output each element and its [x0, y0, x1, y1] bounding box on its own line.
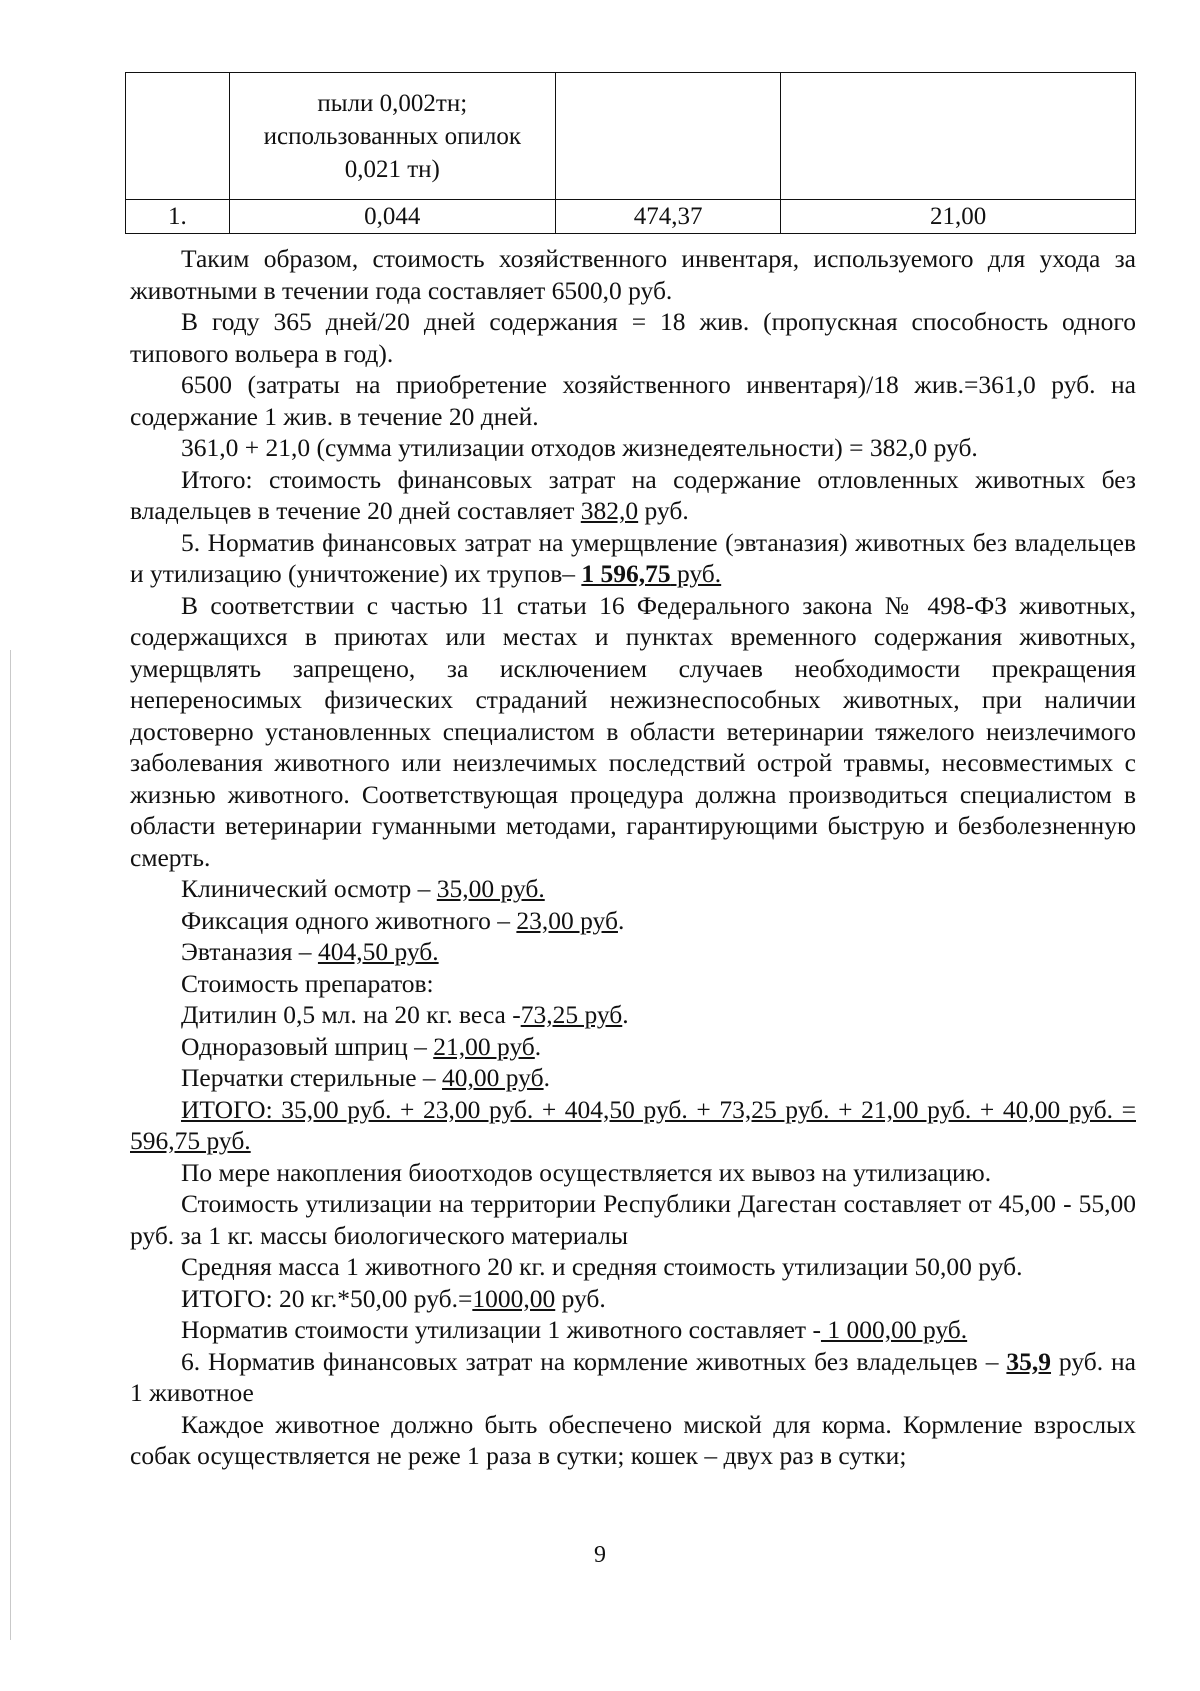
paragraph: 361,0 + 21,0 (сумма утилизации отходов жизнедеятельности) = 382,0 руб.: [181, 433, 978, 462]
section-heading: [130, 527, 1136, 590]
cost-line: [130, 999, 1136, 1031]
text-run: .: [617, 905, 625, 935]
paragraph: [130, 464, 1136, 527]
underlined-amount: 1 000,00 руб.: [820, 1315, 968, 1344]
paragraph: В соответствии с частью 11 статьи 16 Федерального закона № 498-ФЗ животных, содержащихся в приютах или местах и пунктах временного содержания животных, умерщвлять запрещено, за исключением случаев необходимости прекращения непереносимых физических страданий нежизнеспособных животных, при наличии достоверно установленных специалистом в области ветеринарии тяжелого неизлечимого заболевания животного или неизлечимых последствий острой травмы, несовместимых с жизнью животного. Соответствующая процедура должна производиться специалистом в области ветеринарии гуманными методами, гарантирующими быструю и безболезненную смерть.: [130, 590, 1136, 872]
text-run: Фиксация одного животного –: [181, 905, 517, 935]
text-run: .: [534, 1031, 542, 1061]
underlined-amount: 21,00 руб: [433, 1031, 535, 1061]
text-run: 5. Норматив финансовых затрат на умерщвление (эвтаназия) животных без владельцев и утилизацию (уничтожение) их трупов–: [130, 527, 1136, 588]
table-cell: [781, 73, 1136, 200]
cost-line: Стоимость препаратов:: [181, 968, 434, 998]
waste-line: 0,021 тн): [344, 155, 440, 183]
underlined-amount: 1000,00: [472, 1283, 556, 1313]
cost-line: [130, 1031, 1136, 1063]
table-cell-waste-description: [229, 73, 555, 200]
total-line: [130, 1283, 1136, 1315]
text-run: Перчатки стерильные –: [181, 1063, 443, 1092]
paragraph: Стоимость утилизации на территории Республики Дагестан составляет от 45,00 - 55,00 руб. за 1 кг. массы биологического материалы: [130, 1189, 1136, 1250]
paragraph: Каждое животное должно быть обеспечено миской для корма. Кормление взрослых собак осуществляется не реже 1 раза в сутки; кошек – двух раз в сутки;: [130, 1409, 1136, 1470]
cost-line: [130, 936, 1136, 968]
waste-line: использованных опилок: [263, 122, 521, 150]
underlined-amount: 40,00 руб: [442, 1063, 544, 1092]
table-row: [126, 200, 1136, 234]
scan-edge-line: [10, 650, 11, 1640]
underlined-amount: 404,50 руб.: [317, 937, 439, 966]
paragraph: В году 365 дней/20 дней содержания = 18 жив. (пропускная способность одного типового вольера в год).: [130, 307, 1136, 368]
page-number: 9: [594, 1542, 606, 1568]
paragraph: По мере накопления биоотходов осуществляется их вывоз на утилизацию.: [181, 1157, 992, 1187]
bold-underlined-amount: 1 596,75: [581, 559, 671, 588]
section-heading: [130, 1346, 1136, 1409]
norm-line: [130, 1314, 1136, 1346]
underlined-amount: 35,00 руб.: [436, 874, 545, 903]
table-cell-number: 1.: [126, 200, 230, 234]
paragraph: Средняя масса 1 животного 20 кг. и средняя стоимость утилизации 50,00 руб.: [181, 1252, 1023, 1281]
text-run: Клинический осмотр –: [181, 874, 437, 903]
paragraph: Таким образом, стоимость хозяйственного инвентаря, используемого для ухода за животными в течении года составляет 6500,0 руб.: [130, 244, 1136, 305]
text-run: 6. Норматив финансовых затрат на кормление животных без владельцев –: [181, 1346, 1007, 1376]
cost-line: [130, 873, 1136, 905]
cost-table: [125, 72, 1136, 234]
table-cell-rate: 474,37: [555, 200, 780, 234]
table-row: [126, 73, 1136, 200]
text-run: ИТОГО: 20 кг.*50,00 руб.=: [181, 1283, 473, 1313]
total-line: ИТОГО: 35,00 руб. + 23,00 руб. + 404,50 руб. + 73,25 руб. + 21,00 руб. + 40,00 руб. = 596,75 руб.: [130, 1094, 1136, 1155]
text-run: Эвтаназия –: [181, 937, 318, 966]
waste-line: пыли 0,002тн;: [317, 89, 468, 117]
text-run: руб.: [555, 1283, 606, 1313]
table-cell: [555, 73, 780, 200]
text-run: руб. на 1 животное: [130, 1346, 1136, 1407]
table-cell-sum: 21,00: [781, 200, 1136, 234]
text-run: .: [543, 1063, 550, 1092]
underlined-amount: 73,25 руб: [520, 1000, 623, 1029]
text-run: Итого: стоимость финансовых затрат на содержание отловленных животных без владельцев в течение 20 дней составляет: [130, 464, 1136, 525]
document-body: [130, 243, 1136, 1472]
paragraph: 6500 (затраты на приобретение хозяйственного инвентаря)/18 жив.=361,0 руб. на содержание 1 жив. в течение 20 дней.: [130, 370, 1136, 431]
cost-line: [130, 1062, 1136, 1094]
cost-line: [130, 905, 1136, 937]
table-cell-mass: 0,044: [229, 200, 555, 234]
table-cell: [126, 73, 230, 200]
text-run: Дитилин 0,5 мл. на 20 кг. веса -: [181, 1000, 521, 1029]
underlined-unit: руб.: [670, 559, 722, 588]
underlined-amount: 382,0: [580, 496, 639, 525]
underlined-amount: 23,00 руб: [516, 905, 618, 935]
text-run: руб.: [638, 496, 689, 525]
text-run: .: [622, 1000, 629, 1029]
text-run: Норматив стоимости утилизации 1 животного составляет -: [181, 1315, 821, 1344]
bold-underlined-amount: 35,9: [1006, 1346, 1052, 1376]
text-run: Одноразовый шприц –: [181, 1031, 434, 1061]
